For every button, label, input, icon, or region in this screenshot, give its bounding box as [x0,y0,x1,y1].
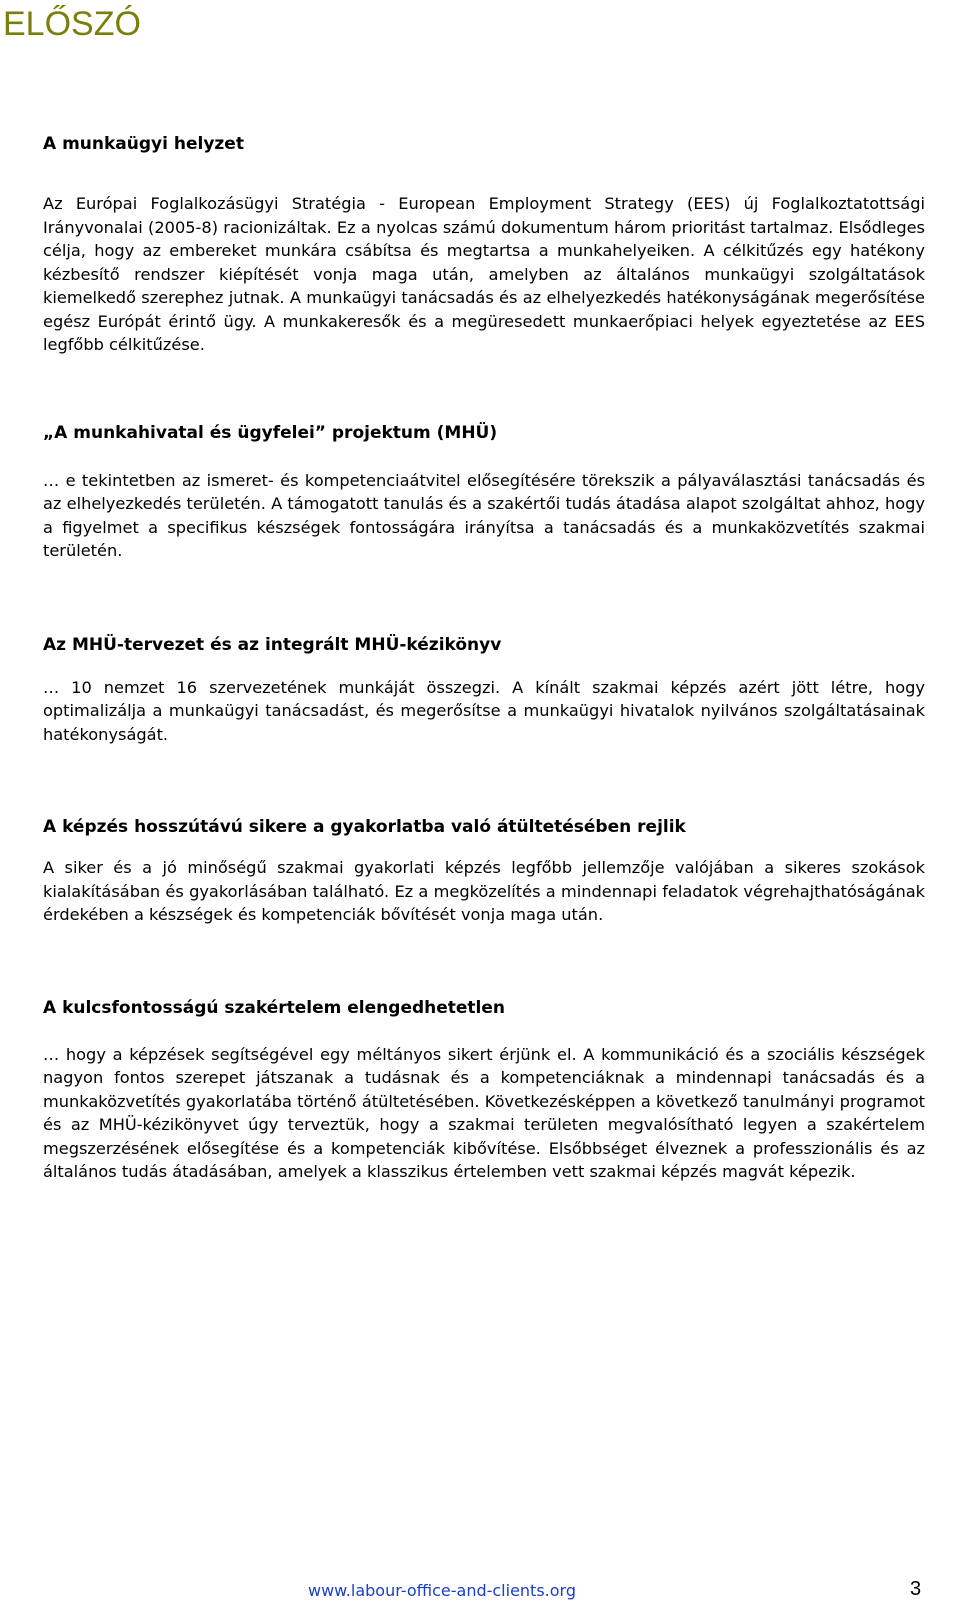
section-munkaugyi-helyzet [43,132,925,357]
section-kulcsfontossagu-szakertelem [43,996,925,1184]
section-mhu-tervezet [43,633,925,747]
section-kepzes-sikere [43,815,925,927]
page-title: ELŐSZÓ [3,5,141,43]
section-title: A kulcsfontosságú szakértelem elengedhetetlen [43,997,506,1018]
section-mhu-projektum [43,421,925,563]
section-paragraph: … 10 nemzet 16 szervezetének munkáját összegzi. A kínált szakmai képzés azért jött létre, hogy optimalizálja a munkaügyi tanácsadást, és megerősítse a munkaügyi hivatalok nyilvános szolgáltatásainak hatékonyságát. [43,677,925,744]
page-number: 3 [910,1578,922,1600]
section-title: A képzés hosszútávú sikere a gyakorlatba való átültetésében rejlik [43,817,686,837]
section-paragraph: Az Európai Foglalkozásügyi Stratégia - European Employment Strategy (EES) új Foglalkoztatottsági Irányvonalai (2005-8) racionizáltak. Ez a nyolcas számú dokumentum három prioritást tartalmaz. Elsődleges célja, hogy az embereket munkára csábítsa és megtartsa a munkahelyeiken. A célkitűzés egy hatékony kézbesítő rendszer kiépítését vonja maga után, amelyben az általános munkaügyi szolgáltatások kiemelkedő szerephez jutnak. A munkaügyi tanácsadás és az elhelyezkedés hatékonyságának megerősítése egész Európát érintő ügy. A munkakeresők és a megüresedett munkaerőpiaci helyek egyeztetése az EES legfőbb célkitűzése. [43,194,925,354]
section-title: „A munkahivatal és ügyfelei” projektum (MHÜ) [43,422,498,443]
section-title: A munkaügyi helyzet [43,134,244,154]
document-body [43,132,925,1184]
section-paragraph: … e tekintetben az ismeret- és kompetenciaátvitel elősegítésére törekszik a pályaválasztási tanácsadás és az elhelyezkedés területén. A támogatott tanulás és a szakértői tudás átadása alapot szolgáltat ahhoz, hogy a figyelmet a specifikus készségek fontosságára irányítsa a tanácsadás és a munkaközvetítés szakmai területén. [43,470,925,560]
section-title: Az MHÜ-tervezet és az integrált MHÜ-kézikönyv [43,634,502,655]
section-paragraph: … hogy a képzések segítségével egy méltányos sikert érjünk el. A kommunikáció és a szociális készségek nagyon fontos szerepet játszanak a tudásnak és a kompetenciáknak a mindennapi tanácsadás és a munkaközvetítés gyakorlatába történő átültetésében. Következésképpen a következő tanulmányi programot és az MHÜ-kézikönyvet úgy terveztük, hogy a szakmai területen megvalósítható legyen a szakértelem megszerzésének elősegítése és a kompetenciák kibővítése. Elsőbbséget élveznek a professzionális és az általános tudás átadásában, amelyek a klasszikus értelemben vett szakmai képzés magvát képezik. [43,1044,925,1181]
section-paragraph: A siker és a jó minőségű szakmai gyakorlati képzés legfőbb jellemzője valójában a sikeres szokások kialakításában és gyakorlásában található. Ez a megközelítés a mindennapi feladatok végrehajthatóságának érdekében a készségek és kompetenciák bővítését vonja maga után. [43,858,925,924]
footer-website-link[interactable]: www.labour-office-and-clients.org [308,1581,576,1600]
